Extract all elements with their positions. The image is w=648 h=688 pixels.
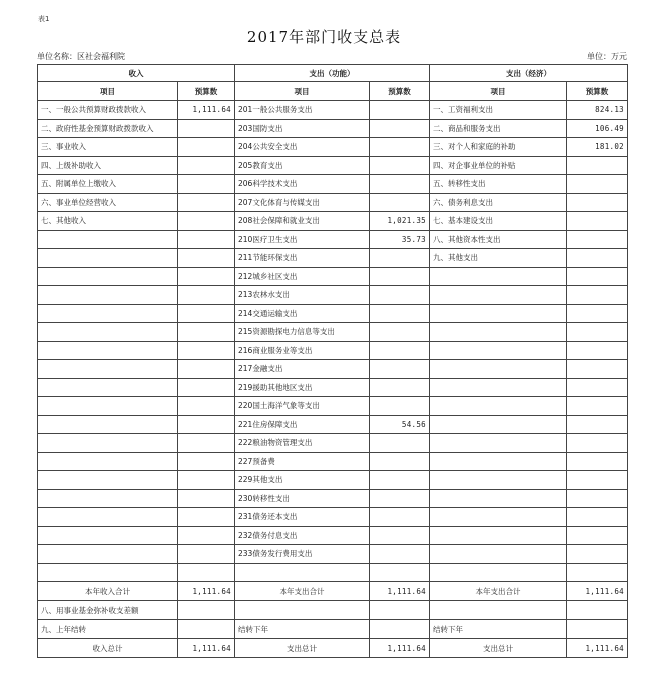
table-row	[38, 360, 628, 379]
carryover-row	[38, 620, 628, 639]
econ-budget-cell	[567, 341, 628, 360]
income-item-cell	[38, 452, 178, 471]
func-budget-cell	[370, 397, 430, 416]
year-expend-econ-total-label: 本年支出合计	[430, 582, 567, 601]
func-item-cell: 215资源勘探电力信息等支出	[235, 323, 370, 342]
table-row	[38, 193, 628, 212]
table-cell	[370, 620, 430, 639]
func-item-cell: 227预备费	[235, 452, 370, 471]
income-budget-cell	[178, 545, 235, 564]
table-row	[38, 212, 628, 231]
table-row	[38, 526, 628, 545]
income-item-cell: 六、事业单位经营收入	[38, 193, 178, 212]
func-item-cell: 220国土海洋气象等支出	[235, 397, 370, 416]
func-item-cell: 222粮油物资管理支出	[235, 434, 370, 453]
econ-item-cell: 二、商品和服务支出	[430, 119, 567, 138]
income-item-cell	[38, 360, 178, 379]
func-budget-cell	[370, 193, 430, 212]
income-item-cell	[38, 323, 178, 342]
func-item-cell: 231债务还本支出	[235, 508, 370, 527]
func-budget-cell	[370, 175, 430, 194]
table-row	[38, 138, 628, 157]
econ-budget-cell	[567, 267, 628, 286]
econ-budget-cell	[567, 452, 628, 471]
econ-item-cell	[430, 452, 567, 471]
econ-budget-cell	[567, 508, 628, 527]
func-budget-cell	[370, 434, 430, 453]
econ-item-cell: 七、基本建设支出	[430, 212, 567, 231]
income-item-cell	[38, 249, 178, 268]
econ-item-cell: 六、债务利息支出	[430, 193, 567, 212]
func-budget-cell	[370, 156, 430, 175]
expend-econ-grand-total-value: 1,111.64	[567, 639, 628, 658]
income-budget-cell	[178, 230, 235, 249]
income-budget-cell	[178, 489, 235, 508]
econ-item-cell	[430, 545, 567, 564]
econ-item-cell	[430, 360, 567, 379]
income-item-cell	[38, 489, 178, 508]
income-item-cell: 一、一般公共预算财政拨款收入	[38, 101, 178, 120]
func-budget-header: 预算数	[370, 82, 430, 101]
income-item-cell	[38, 545, 178, 564]
func-budget-cell	[370, 378, 430, 397]
econ-item-cell	[430, 323, 567, 342]
econ-item-cell	[430, 378, 567, 397]
expend-econ-section-header: 支出（经济）	[430, 65, 628, 82]
fund-carry-row	[38, 601, 628, 620]
econ-budget-cell	[567, 434, 628, 453]
econ-item-cell	[430, 341, 567, 360]
econ-item-cell	[430, 397, 567, 416]
econ-item-cell: 五、转移性支出	[430, 175, 567, 194]
table-row	[38, 378, 628, 397]
func-item-cell: 203国防支出	[235, 119, 370, 138]
table-cell	[235, 601, 370, 620]
func-item-cell: 208社会保障和就业支出	[235, 212, 370, 231]
income-budget-cell	[178, 156, 235, 175]
econ-budget-cell	[567, 397, 628, 416]
table-cell	[178, 601, 235, 620]
unit-label: 单位：万元	[587, 52, 627, 61]
econ-budget-cell	[567, 304, 628, 323]
year-expend-func-total-label: 本年支出合计	[235, 582, 370, 601]
econ-budget-header: 预算数	[567, 82, 628, 101]
income-budget-cell	[178, 415, 235, 434]
func-item-cell: 229其他支出	[235, 471, 370, 490]
expend-func-section-header: 支出（功能）	[235, 65, 430, 82]
func-item-cell: 211节能环保支出	[235, 249, 370, 268]
income-item-cell	[38, 378, 178, 397]
func-budget-cell	[370, 249, 430, 268]
econ-item-cell: 三、对个人和家庭的补助	[430, 138, 567, 157]
year-expend-func-total-value: 1,111.64	[370, 582, 430, 601]
func-budget-cell	[370, 563, 430, 582]
table-number-label: 表1	[38, 15, 50, 23]
income-section-header: 收入	[38, 65, 235, 82]
income-budget-cell	[178, 323, 235, 342]
income-item-cell: 二、政府性基金预算财政拨款收入	[38, 119, 178, 138]
func-budget-cell	[370, 508, 430, 527]
income-grand-total-label: 收入总计	[38, 639, 178, 658]
income-item-cell: 七、其他收入	[38, 212, 178, 231]
table-row	[38, 249, 628, 268]
econ-item-cell	[430, 434, 567, 453]
column-header-row	[38, 82, 628, 101]
table-row	[38, 267, 628, 286]
table-row	[38, 563, 628, 582]
func-item-cell: 201一般公共服务支出	[235, 101, 370, 120]
income-budget-cell	[178, 175, 235, 194]
income-item-cell	[38, 397, 178, 416]
table-row	[38, 415, 628, 434]
func-item-cell: 214交通运输支出	[235, 304, 370, 323]
func-budget-cell	[370, 286, 430, 305]
income-budget-cell	[178, 508, 235, 527]
econ-budget-cell: 106.49	[567, 119, 628, 138]
func-budget-cell	[370, 267, 430, 286]
income-budget-cell	[178, 563, 235, 582]
func-budget-cell: 35.73	[370, 230, 430, 249]
table-cell	[430, 601, 567, 620]
func-item-cell: 233债务发行费用支出	[235, 545, 370, 564]
income-budget-cell: 1,111.64	[178, 101, 235, 120]
expend-func-grand-total-label: 支出总计	[235, 639, 370, 658]
func-item-cell: 213农林水支出	[235, 286, 370, 305]
econ-item-cell: 八、其他资本性支出	[430, 230, 567, 249]
func-item-cell: 230转移性支出	[235, 489, 370, 508]
income-item-cell	[38, 230, 178, 249]
econ-item-cell: 一、工资福利支出	[430, 101, 567, 120]
table-row	[38, 286, 628, 305]
income-item-cell	[38, 286, 178, 305]
income-item-cell	[38, 304, 178, 323]
year-total-row	[38, 582, 628, 601]
income-budget-cell	[178, 267, 235, 286]
unit-info-row	[37, 51, 627, 62]
func-item-cell: 216商业服务业等支出	[235, 341, 370, 360]
table-row	[38, 119, 628, 138]
econ-item-cell	[430, 304, 567, 323]
func-item-cell: 205教育支出	[235, 156, 370, 175]
income-item-cell	[38, 341, 178, 360]
income-item-cell	[38, 563, 178, 582]
expend-econ-grand-total-label: 支出总计	[430, 639, 567, 658]
income-budget-header: 预算数	[178, 82, 235, 101]
econ-budget-cell	[567, 249, 628, 268]
income-budget-cell	[178, 304, 235, 323]
func-budget-cell	[370, 341, 430, 360]
func-budget-cell: 1,021.35	[370, 212, 430, 231]
income-item-cell	[38, 415, 178, 434]
econ-item-cell	[430, 489, 567, 508]
econ-item-cell	[430, 415, 567, 434]
econ-budget-cell	[567, 323, 628, 342]
func-item-cell: 217金融支出	[235, 360, 370, 379]
table-row	[38, 101, 628, 120]
income-budget-cell	[178, 119, 235, 138]
table-row	[38, 545, 628, 564]
econ-item-cell: 四、对企事业单位的补贴	[430, 156, 567, 175]
table-row	[38, 471, 628, 490]
income-budget-cell	[178, 212, 235, 231]
econ-item-cell	[430, 508, 567, 527]
fund-carry-label: 八、用事业基金弥补收支差额	[38, 601, 178, 620]
income-item-cell: 四、上级补助收入	[38, 156, 178, 175]
econ-item-cell	[430, 267, 567, 286]
table-row	[38, 156, 628, 175]
income-grand-total-value: 1,111.64	[178, 639, 235, 658]
func-budget-cell	[370, 360, 430, 379]
econ-budget-cell: 181.02	[567, 138, 628, 157]
func-budget-cell	[370, 138, 430, 157]
econ-item-header: 项目	[430, 82, 567, 101]
econ-item-cell	[430, 526, 567, 545]
table-row	[38, 341, 628, 360]
income-item-cell	[38, 508, 178, 527]
year-income-total-label: 本年收入合计	[38, 582, 178, 601]
econ-item-cell	[430, 563, 567, 582]
econ-budget-cell	[567, 563, 628, 582]
income-budget-cell	[178, 286, 235, 305]
func-item-cell: 212城乡社区支出	[235, 267, 370, 286]
func-item-cell: 204公共安全支出	[235, 138, 370, 157]
econ-budget-cell	[567, 471, 628, 490]
grand-total-row	[38, 639, 628, 658]
func-budget-cell: 54.56	[370, 415, 430, 434]
income-budget-cell	[178, 249, 235, 268]
table-row	[38, 489, 628, 508]
func-item-cell: 232债务付息支出	[235, 526, 370, 545]
func-item-cell: 210医疗卫生支出	[235, 230, 370, 249]
unit-name-label: 单位名称：区社会福利院	[37, 52, 125, 61]
income-item-cell	[38, 526, 178, 545]
func-budget-cell	[370, 545, 430, 564]
income-budget-cell	[178, 360, 235, 379]
table-cell	[178, 620, 235, 639]
table-cell	[567, 620, 628, 639]
econ-budget-cell	[567, 230, 628, 249]
table-cell	[567, 601, 628, 620]
income-budget-cell	[178, 452, 235, 471]
func-budget-cell	[370, 323, 430, 342]
econ-budget-cell	[567, 415, 628, 434]
table-row	[38, 508, 628, 527]
income-budget-cell	[178, 138, 235, 157]
budget-summary-table	[37, 64, 628, 658]
func-item-cell: 206科学技术支出	[235, 175, 370, 194]
econ-budget-cell	[567, 489, 628, 508]
func-budget-cell	[370, 304, 430, 323]
income-budget-cell	[178, 397, 235, 416]
func-budget-cell	[370, 471, 430, 490]
income-item-cell	[38, 434, 178, 453]
econ-budget-cell	[567, 360, 628, 379]
table-row	[38, 434, 628, 453]
income-budget-cell	[178, 526, 235, 545]
econ-budget-cell	[567, 545, 628, 564]
income-item-cell: 五、附属单位上缴收入	[38, 175, 178, 194]
table-row	[38, 175, 628, 194]
last-year-carry-label: 九、上年结转	[38, 620, 178, 639]
income-item-cell: 三、事业收入	[38, 138, 178, 157]
econ-budget-cell	[567, 286, 628, 305]
next-year-carry-econ-label: 结转下年	[430, 620, 567, 639]
func-budget-cell	[370, 119, 430, 138]
income-budget-cell	[178, 193, 235, 212]
func-budget-cell	[370, 526, 430, 545]
income-item-cell	[38, 267, 178, 286]
table-row	[38, 304, 628, 323]
econ-budget-cell	[567, 212, 628, 231]
table-row	[38, 323, 628, 342]
func-budget-cell	[370, 101, 430, 120]
section-header-row	[38, 65, 628, 82]
econ-budget-cell	[567, 175, 628, 194]
expend-func-grand-total-value: 1,111.64	[370, 639, 430, 658]
income-item-cell	[38, 471, 178, 490]
econ-budget-cell	[567, 378, 628, 397]
econ-budget-cell	[567, 193, 628, 212]
func-item-header: 项目	[235, 82, 370, 101]
income-budget-cell	[178, 378, 235, 397]
econ-item-cell	[430, 286, 567, 305]
table-row	[38, 452, 628, 471]
econ-budget-cell	[567, 526, 628, 545]
income-budget-cell	[178, 434, 235, 453]
func-budget-cell	[370, 489, 430, 508]
econ-item-cell	[430, 471, 567, 490]
func-item-cell: 207文化体育与传媒支出	[235, 193, 370, 212]
year-expend-econ-total-value: 1,111.64	[567, 582, 628, 601]
next-year-carry-func-label: 结转下年	[235, 620, 370, 639]
table-row	[38, 230, 628, 249]
econ-budget-cell	[567, 156, 628, 175]
econ-budget-cell: 824.13	[567, 101, 628, 120]
table-row	[38, 397, 628, 416]
income-budget-cell	[178, 341, 235, 360]
econ-item-cell: 九、其他支出	[430, 249, 567, 268]
table-cell	[370, 601, 430, 620]
func-item-cell: 219援助其他地区支出	[235, 378, 370, 397]
year-income-total-value: 1,111.64	[178, 582, 235, 601]
func-budget-cell	[370, 452, 430, 471]
income-item-header: 项目	[38, 82, 178, 101]
income-budget-cell	[178, 471, 235, 490]
page-title: 2017年部门收支总表	[246, 28, 402, 46]
func-item-cell: 221住房保障支出	[235, 415, 370, 434]
func-item-cell	[235, 563, 370, 582]
